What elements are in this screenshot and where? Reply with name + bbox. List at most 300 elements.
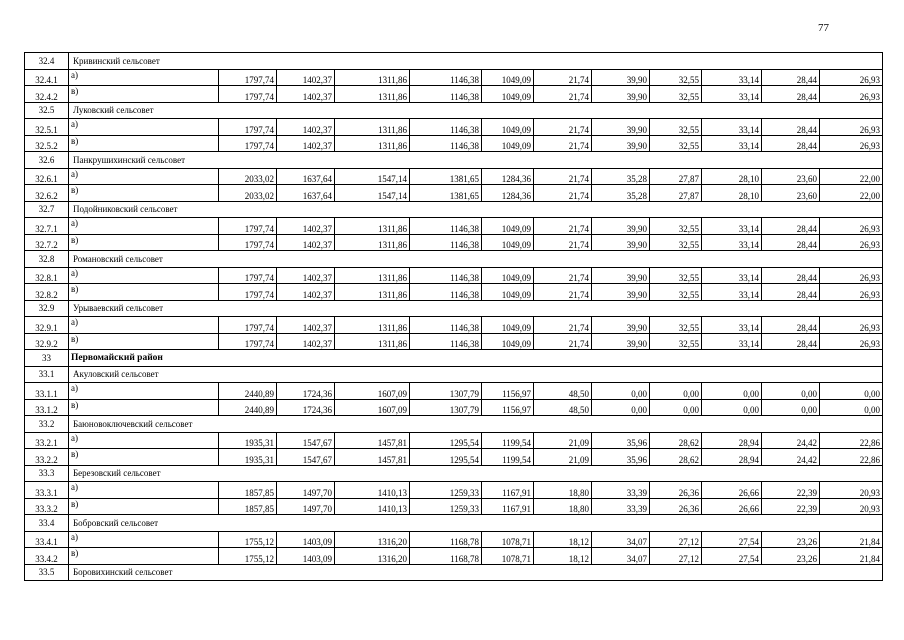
row-code: 33.1.1	[25, 383, 69, 400]
row-label: в)	[69, 548, 219, 565]
value-cell: 1797,74	[219, 267, 277, 284]
value-cell: 1402,37	[277, 234, 335, 251]
value-cell: 1381,65	[410, 168, 482, 185]
value-cell: 1168,78	[410, 548, 482, 565]
row-label: а)	[69, 482, 219, 499]
value-cell: 1049,09	[482, 86, 534, 103]
table-row	[25, 168, 883, 185]
value-cell: 0,00	[762, 399, 820, 416]
value-cell: 32,55	[650, 234, 702, 251]
value-cell: 1049,09	[482, 267, 534, 284]
section-code: 33.2	[25, 416, 69, 433]
value-cell: 0,00	[820, 399, 883, 416]
value-cell: 1049,09	[482, 284, 534, 301]
value-cell: 24,42	[762, 449, 820, 466]
value-cell: 1637,64	[277, 185, 335, 202]
value-cell: 1078,71	[482, 531, 534, 548]
value-cell: 1078,71	[482, 548, 534, 565]
table-row	[25, 432, 883, 449]
value-cell: 39,90	[592, 284, 650, 301]
row-code: 33.4.2	[25, 548, 69, 565]
value-cell: 1402,37	[277, 119, 335, 136]
row-code: 33.4.1	[25, 531, 69, 548]
value-cell: 28,44	[762, 86, 820, 103]
value-cell: 1402,37	[277, 69, 335, 86]
row-label: в)	[69, 135, 219, 152]
value-cell: 39,90	[592, 333, 650, 350]
section-header-row	[25, 53, 883, 70]
value-cell: 1311,86	[335, 135, 410, 152]
table-row	[25, 86, 883, 103]
row-code: 32.8.2	[25, 284, 69, 301]
value-cell: 39,90	[592, 135, 650, 152]
row-code: 33.3.1	[25, 482, 69, 499]
value-cell: 33,14	[702, 317, 762, 334]
tariff-table	[24, 52, 883, 581]
value-cell: 27,54	[702, 548, 762, 565]
value-cell: 1797,74	[219, 69, 277, 86]
section-name: Акуловский сельсовет	[69, 366, 883, 383]
value-cell: 26,36	[650, 498, 702, 515]
section-header-row	[25, 102, 883, 119]
value-cell: 48,50	[534, 399, 592, 416]
value-cell: 32,55	[650, 317, 702, 334]
value-cell: 22,00	[820, 185, 883, 202]
section-header-row	[25, 152, 883, 169]
value-cell: 1295,54	[410, 432, 482, 449]
value-cell: 1146,38	[410, 119, 482, 136]
value-cell: 1146,38	[410, 69, 482, 86]
value-cell: 35,28	[592, 168, 650, 185]
value-cell: 26,93	[820, 284, 883, 301]
row-label: в)	[69, 234, 219, 251]
value-cell: 1311,86	[335, 119, 410, 136]
value-cell: 26,66	[702, 482, 762, 499]
value-cell: 34,07	[592, 548, 650, 565]
value-cell: 33,14	[702, 119, 762, 136]
table-row	[25, 383, 883, 400]
value-cell: 21,74	[534, 317, 592, 334]
value-cell: 1146,38	[410, 218, 482, 235]
row-code: 33.2.2	[25, 449, 69, 466]
value-cell: 0,00	[702, 399, 762, 416]
value-cell: 28,10	[702, 168, 762, 185]
section-code: 33.5	[25, 564, 69, 581]
value-cell: 28,62	[650, 449, 702, 466]
value-cell: 32,55	[650, 267, 702, 284]
value-cell: 18,80	[534, 482, 592, 499]
value-cell: 1797,74	[219, 119, 277, 136]
value-cell: 32,55	[650, 218, 702, 235]
value-cell: 1146,38	[410, 86, 482, 103]
row-label: в)	[69, 185, 219, 202]
value-cell: 26,93	[820, 333, 883, 350]
value-cell: 26,36	[650, 482, 702, 499]
value-cell: 28,44	[762, 69, 820, 86]
row-code: 32.5.1	[25, 119, 69, 136]
section-name: Панкрушихинский сельсовет	[69, 152, 883, 169]
row-code: 32.6.1	[25, 168, 69, 185]
value-cell: 28,44	[762, 119, 820, 136]
value-cell: 1259,33	[410, 498, 482, 515]
value-cell: 1146,38	[410, 284, 482, 301]
value-cell: 22,39	[762, 482, 820, 499]
value-cell: 1755,12	[219, 531, 277, 548]
table-row	[25, 267, 883, 284]
section-name: Бобровский сельсовет	[69, 515, 883, 532]
value-cell: 1168,78	[410, 531, 482, 548]
row-code: 33.1.2	[25, 399, 69, 416]
value-cell: 28,44	[762, 317, 820, 334]
value-cell: 22,86	[820, 449, 883, 466]
value-cell: 1724,36	[277, 383, 335, 400]
table-row	[25, 69, 883, 86]
value-cell: 1167,91	[482, 482, 534, 499]
value-cell: 1755,12	[219, 548, 277, 565]
table-row	[25, 333, 883, 350]
value-cell: 28,44	[762, 284, 820, 301]
row-code: 32.9.1	[25, 317, 69, 334]
value-cell: 21,74	[534, 69, 592, 86]
section-header-row	[25, 564, 883, 581]
value-cell: 1146,38	[410, 135, 482, 152]
value-cell: 21,09	[534, 432, 592, 449]
value-cell: 21,74	[534, 185, 592, 202]
value-cell: 26,93	[820, 218, 883, 235]
row-label: в)	[69, 86, 219, 103]
section-name: Подойниковский сельсовет	[69, 201, 883, 218]
value-cell: 28,44	[762, 267, 820, 284]
value-cell: 20,93	[820, 498, 883, 515]
value-cell: 33,14	[702, 267, 762, 284]
value-cell: 32,55	[650, 69, 702, 86]
value-cell: 0,00	[650, 383, 702, 400]
value-cell: 1146,38	[410, 234, 482, 251]
value-cell: 21,74	[534, 218, 592, 235]
row-label: а)	[69, 383, 219, 400]
section-code: 33	[25, 350, 69, 367]
value-cell: 1167,91	[482, 498, 534, 515]
value-cell: 33,14	[702, 333, 762, 350]
value-cell: 1857,85	[219, 482, 277, 499]
section-header-row	[25, 515, 883, 532]
value-cell: 1797,74	[219, 317, 277, 334]
value-cell: 1607,09	[335, 383, 410, 400]
value-cell: 1199,54	[482, 449, 534, 466]
table-body	[25, 53, 883, 581]
value-cell: 2440,89	[219, 399, 277, 416]
table-row	[25, 399, 883, 416]
row-code: 32.8.1	[25, 267, 69, 284]
value-cell: 1156,97	[482, 383, 534, 400]
value-cell: 1402,37	[277, 284, 335, 301]
value-cell: 21,84	[820, 548, 883, 565]
table-row	[25, 284, 883, 301]
value-cell: 1403,09	[277, 531, 335, 548]
value-cell: 1410,13	[335, 482, 410, 499]
value-cell: 1637,64	[277, 168, 335, 185]
table-row	[25, 498, 883, 515]
row-code: 32.7.2	[25, 234, 69, 251]
value-cell: 21,74	[534, 333, 592, 350]
row-label: а)	[69, 119, 219, 136]
value-cell: 39,90	[592, 218, 650, 235]
row-label: а)	[69, 317, 219, 334]
value-cell: 21,74	[534, 86, 592, 103]
value-cell: 39,90	[592, 234, 650, 251]
table-row	[25, 218, 883, 235]
value-cell: 1547,67	[277, 449, 335, 466]
value-cell: 0,00	[762, 383, 820, 400]
value-cell: 1146,38	[410, 317, 482, 334]
section-code: 32.6	[25, 152, 69, 169]
value-cell: 26,93	[820, 86, 883, 103]
section-name: Кривинский сельсовет	[69, 53, 883, 70]
value-cell: 1381,65	[410, 185, 482, 202]
row-label: в)	[69, 284, 219, 301]
value-cell: 1935,31	[219, 449, 277, 466]
value-cell: 1607,09	[335, 399, 410, 416]
value-cell: 1311,86	[335, 267, 410, 284]
value-cell: 32,55	[650, 119, 702, 136]
table-row	[25, 531, 883, 548]
value-cell: 1935,31	[219, 432, 277, 449]
value-cell: 1146,38	[410, 333, 482, 350]
value-cell: 1311,86	[335, 218, 410, 235]
section-code: 32.9	[25, 300, 69, 317]
value-cell: 27,87	[650, 185, 702, 202]
value-cell: 32,55	[650, 284, 702, 301]
table-row	[25, 449, 883, 466]
value-cell: 27,12	[650, 548, 702, 565]
value-cell: 1199,54	[482, 432, 534, 449]
value-cell: 23,26	[762, 548, 820, 565]
section-name: Боровихинский сельсовет	[69, 564, 883, 581]
value-cell: 26,93	[820, 69, 883, 86]
value-cell: 1049,09	[482, 69, 534, 86]
value-cell: 2033,02	[219, 185, 277, 202]
row-label: а)	[69, 267, 219, 284]
table-row	[25, 234, 883, 251]
section-code: 32.5	[25, 102, 69, 119]
value-cell: 28,94	[702, 432, 762, 449]
page-number: 77	[818, 22, 829, 34]
row-label: в)	[69, 399, 219, 416]
value-cell: 39,90	[592, 69, 650, 86]
section-name: Березовский сельсовет	[69, 465, 883, 482]
table-row	[25, 135, 883, 152]
value-cell: 26,93	[820, 135, 883, 152]
value-cell: 21,74	[534, 135, 592, 152]
value-cell: 35,96	[592, 432, 650, 449]
value-cell: 22,00	[820, 168, 883, 185]
value-cell: 27,54	[702, 531, 762, 548]
value-cell: 26,66	[702, 498, 762, 515]
row-code: 32.9.2	[25, 333, 69, 350]
value-cell: 22,39	[762, 498, 820, 515]
value-cell: 1049,09	[482, 135, 534, 152]
value-cell: 28,44	[762, 218, 820, 235]
value-cell: 28,44	[762, 333, 820, 350]
value-cell: 32,55	[650, 86, 702, 103]
value-cell: 1311,86	[335, 234, 410, 251]
section-name: Луковский сельсовет	[69, 102, 883, 119]
value-cell: 1284,36	[482, 185, 534, 202]
value-cell: 28,10	[702, 185, 762, 202]
section-code: 32.8	[25, 251, 69, 268]
value-cell: 33,14	[702, 234, 762, 251]
value-cell: 1402,37	[277, 218, 335, 235]
row-code: 32.4.2	[25, 86, 69, 103]
value-cell: 26,93	[820, 267, 883, 284]
row-label: в)	[69, 498, 219, 515]
section-header-row	[25, 201, 883, 218]
value-cell: 32,55	[650, 135, 702, 152]
value-cell: 32,55	[650, 333, 702, 350]
value-cell: 1311,86	[335, 69, 410, 86]
value-cell: 0,00	[702, 383, 762, 400]
value-cell: 39,90	[592, 119, 650, 136]
value-cell: 1284,36	[482, 168, 534, 185]
value-cell: 39,90	[592, 86, 650, 103]
value-cell: 28,62	[650, 432, 702, 449]
value-cell: 1797,74	[219, 86, 277, 103]
value-cell: 1547,14	[335, 168, 410, 185]
value-cell: 1547,14	[335, 185, 410, 202]
section-code: 32.7	[25, 201, 69, 218]
row-code: 32.4.1	[25, 69, 69, 86]
value-cell: 0,00	[650, 399, 702, 416]
value-cell: 39,90	[592, 267, 650, 284]
value-cell: 35,28	[592, 185, 650, 202]
section-name: Баюновоключевский сельсовет	[69, 416, 883, 433]
table-row	[25, 482, 883, 499]
section-header-row	[25, 251, 883, 268]
value-cell: 21,74	[534, 168, 592, 185]
value-cell: 33,14	[702, 135, 762, 152]
value-cell: 1311,86	[335, 86, 410, 103]
value-cell: 1402,37	[277, 267, 335, 284]
value-cell: 1307,79	[410, 383, 482, 400]
table-row	[25, 119, 883, 136]
value-cell: 33,14	[702, 69, 762, 86]
value-cell: 27,87	[650, 168, 702, 185]
value-cell: 1049,09	[482, 218, 534, 235]
table-row	[25, 185, 883, 202]
section-header-row	[25, 465, 883, 482]
value-cell: 1402,37	[277, 86, 335, 103]
value-cell: 33,14	[702, 218, 762, 235]
value-cell: 18,80	[534, 498, 592, 515]
value-cell: 1307,79	[410, 399, 482, 416]
district-header-row	[25, 350, 883, 367]
value-cell: 21,74	[534, 284, 592, 301]
value-cell: 1857,85	[219, 498, 277, 515]
value-cell: 1049,09	[482, 119, 534, 136]
value-cell: 33,14	[702, 86, 762, 103]
value-cell: 39,90	[592, 317, 650, 334]
value-cell: 20,93	[820, 482, 883, 499]
value-cell: 1457,81	[335, 432, 410, 449]
value-cell: 1547,67	[277, 432, 335, 449]
value-cell: 26,93	[820, 119, 883, 136]
value-cell: 23,60	[762, 168, 820, 185]
value-cell: 21,74	[534, 267, 592, 284]
value-cell: 1797,74	[219, 218, 277, 235]
value-cell: 1311,86	[335, 333, 410, 350]
value-cell: 18,12	[534, 548, 592, 565]
value-cell: 33,14	[702, 284, 762, 301]
value-cell: 21,09	[534, 449, 592, 466]
section-code: 33.3	[25, 465, 69, 482]
value-cell: 0,00	[820, 383, 883, 400]
section-header-row	[25, 300, 883, 317]
value-cell: 1457,81	[335, 449, 410, 466]
row-code: 33.3.2	[25, 498, 69, 515]
row-label: а)	[69, 168, 219, 185]
value-cell: 23,26	[762, 531, 820, 548]
value-cell: 23,60	[762, 185, 820, 202]
section-name: Романовский сельсовет	[69, 251, 883, 268]
value-cell: 1146,38	[410, 267, 482, 284]
value-cell: 1403,09	[277, 548, 335, 565]
value-cell: 1402,37	[277, 317, 335, 334]
value-cell: 24,42	[762, 432, 820, 449]
row-label: а)	[69, 531, 219, 548]
section-code: 32.4	[25, 53, 69, 70]
row-label: а)	[69, 69, 219, 86]
value-cell: 1049,09	[482, 317, 534, 334]
value-cell: 21,74	[534, 234, 592, 251]
value-cell: 21,74	[534, 119, 592, 136]
row-code: 32.7.1	[25, 218, 69, 235]
value-cell: 1049,09	[482, 333, 534, 350]
table-row	[25, 317, 883, 334]
table-row	[25, 548, 883, 565]
section-name: Урываевский сельсовет	[69, 300, 883, 317]
value-cell: 48,50	[534, 383, 592, 400]
value-cell: 1797,74	[219, 333, 277, 350]
value-cell: 1724,36	[277, 399, 335, 416]
section-code: 33.4	[25, 515, 69, 532]
row-code: 32.6.2	[25, 185, 69, 202]
value-cell: 26,93	[820, 317, 883, 334]
value-cell: 28,44	[762, 234, 820, 251]
value-cell: 1402,37	[277, 333, 335, 350]
row-label: в)	[69, 333, 219, 350]
row-code: 32.5.2	[25, 135, 69, 152]
section-header-row	[25, 416, 883, 433]
value-cell: 1402,37	[277, 135, 335, 152]
value-cell: 1497,70	[277, 498, 335, 515]
row-label: в)	[69, 449, 219, 466]
value-cell: 28,44	[762, 135, 820, 152]
value-cell: 1311,86	[335, 317, 410, 334]
value-cell: 1797,74	[219, 135, 277, 152]
value-cell: 1797,74	[219, 234, 277, 251]
value-cell: 35,96	[592, 449, 650, 466]
value-cell: 1497,70	[277, 482, 335, 499]
value-cell: 18,12	[534, 531, 592, 548]
value-cell: 1295,54	[410, 449, 482, 466]
value-cell: 1156,97	[482, 399, 534, 416]
row-label: а)	[69, 432, 219, 449]
value-cell: 27,12	[650, 531, 702, 548]
value-cell: 1316,20	[335, 531, 410, 548]
value-cell: 21,84	[820, 531, 883, 548]
value-cell: 33,39	[592, 498, 650, 515]
value-cell: 0,00	[592, 399, 650, 416]
